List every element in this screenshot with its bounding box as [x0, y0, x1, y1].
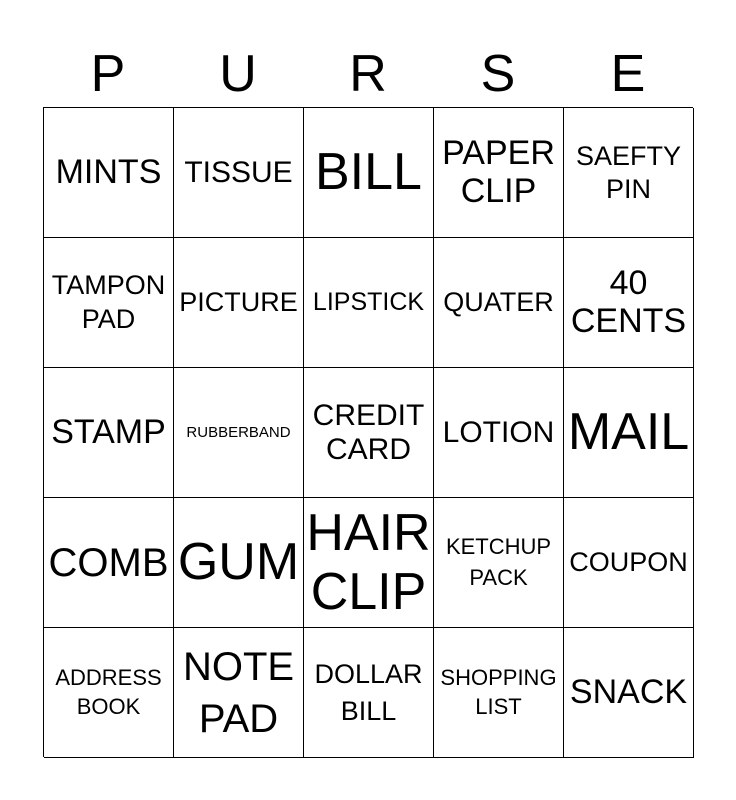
- cell-label: ADDRESS BOOK: [55, 664, 162, 719]
- bingo-cell[interactable]: [304, 108, 434, 238]
- bingo-cell[interactable]: [434, 498, 564, 628]
- header-letter-p: P: [90, 45, 126, 103]
- bingo-cell[interactable]: [304, 238, 434, 368]
- bingo-cell[interactable]: [564, 628, 694, 758]
- cell-label: COUPON: [569, 547, 688, 578]
- bingo-cell[interactable]: [44, 368, 174, 498]
- bingo-cell[interactable]: [434, 238, 564, 368]
- cell-label: PICTURE: [179, 287, 298, 318]
- cell-label: TISSUE: [184, 155, 293, 189]
- cell-label: NOTE PAD: [182, 644, 295, 741]
- bingo-cell[interactable]: [564, 238, 694, 368]
- cell-label: CREDIT CARD: [312, 398, 425, 466]
- bingo-header: [43, 44, 693, 104]
- cell-label: TAMPON PAD: [51, 269, 166, 334]
- cell-label: HAIR CLIP: [306, 504, 431, 621]
- cell-label: MAIL: [567, 403, 690, 462]
- cell-label: LOTION: [442, 415, 555, 449]
- cell-label: GUM: [177, 533, 300, 592]
- cell-label: LIPSTICK: [312, 287, 425, 316]
- cell-label: QUATER: [443, 287, 554, 318]
- cell-label: BILL: [315, 143, 422, 202]
- bingo-cell[interactable]: [564, 368, 694, 498]
- header-letter-r: R: [349, 45, 387, 103]
- bingo-cell[interactable]: [174, 498, 304, 628]
- bingo-cell[interactable]: [174, 368, 304, 498]
- cell-label: COMB: [48, 540, 169, 585]
- bingo-cell[interactable]: [44, 238, 174, 368]
- bingo-cell[interactable]: [564, 108, 694, 238]
- cell-label: MINTS: [55, 152, 162, 191]
- bingo-cell[interactable]: [304, 498, 434, 628]
- header-letter-s: S: [480, 45, 516, 103]
- bingo-cell[interactable]: [434, 628, 564, 758]
- header-letter-u: U: [219, 45, 257, 103]
- cell-label: KETCHUP PACK: [445, 533, 552, 590]
- cell-label: SNACK: [569, 672, 688, 711]
- bingo-cell[interactable]: [304, 628, 434, 758]
- bingo-cell[interactable]: [564, 498, 694, 628]
- header-letter-e: E: [610, 45, 646, 103]
- cell-label: DOLLAR BILL: [314, 659, 423, 726]
- cell-label: STAMP: [51, 412, 166, 451]
- cell-label: PAPER CLIP: [442, 134, 555, 210]
- bingo-cell[interactable]: [174, 238, 304, 368]
- bingo-cell[interactable]: [174, 108, 304, 238]
- bingo-cell[interactable]: [434, 108, 564, 238]
- bingo-cell[interactable]: [44, 628, 174, 758]
- bingo-cell[interactable]: [434, 368, 564, 498]
- bingo-cell[interactable]: [304, 368, 434, 498]
- bingo-board: [43, 107, 693, 757]
- bingo-cell[interactable]: [44, 498, 174, 628]
- cell-label: RUBBERBAND: [186, 423, 291, 441]
- bingo-cell[interactable]: [44, 108, 174, 238]
- bingo-cell[interactable]: [174, 628, 304, 758]
- cell-label: 40 CENTS: [570, 264, 687, 340]
- cell-label: SAEFTY PIN: [575, 141, 682, 204]
- cell-label: SHOPPING LIST: [440, 664, 557, 719]
